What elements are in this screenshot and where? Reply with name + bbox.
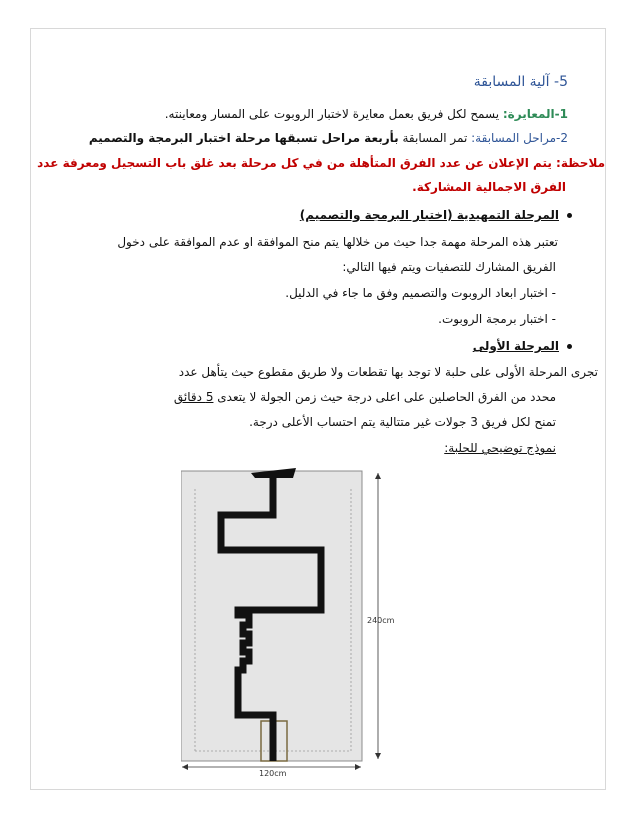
note-line-1: ملاحظة: يتم الإعلان عن عدد الفرق المتأهلة من في كل مرحلة بعد غلق باب التسجيل ومعرفة عدد: [37, 156, 605, 170]
stage1-heading-text: المرحلة الأولى: [472, 339, 559, 353]
prelim-item-1: - اختبار ابعاد الروبوت والتصميم وفق ما جاء في الدليل.: [285, 286, 556, 300]
stage1-line-3: تمنح لكل فريق 3 جولات غير متتالية يتم احتساب الأعلى درجة.: [249, 415, 556, 429]
bullet-icon: [567, 213, 572, 218]
round-time-limit: 5 دقائق: [173, 390, 214, 404]
prelim-item-2: - اختبار برمجة الروبوت.: [438, 312, 556, 326]
stage1-line-2-text: محدد من الفرق الحاصلين على اعلى درجة حيث زمن الجولة لا يتعدى: [213, 390, 556, 404]
item-stages-label: 2-مراحل المسابقة:: [471, 131, 568, 145]
item-calibration-text: يسمح لكل فريق بعمل معايرة لاختبار الروبوت على المسار ومعاينته.: [164, 107, 503, 121]
prelim-line-2: الفريق المشارك للتصفيات ويتم فيها التالي:: [342, 260, 556, 274]
item-stages-text: تمر المسابقة: [398, 131, 472, 145]
arrow-down-icon: [375, 753, 381, 759]
item-stages: [89, 130, 568, 146]
prelim-line-1: تعتبر هذه المرحلة مهمة جدا حيث من خلالها يتم منح الموافقة او عدم الموافقة على دخول: [117, 235, 558, 249]
arrow-up-icon: [375, 473, 381, 479]
stage1-heading: [473, 338, 572, 354]
section-title: [474, 74, 568, 90]
arrow-left-icon: [182, 764, 188, 770]
stage1-line-4: نموذج توضيحي للحلبة:: [444, 441, 556, 455]
section-title-text: آلية المسابقة: [473, 74, 550, 90]
item-calibration-label: 1-المعايرة:: [502, 107, 568, 121]
arrow-right-icon: [355, 764, 361, 770]
prelim-heading: [300, 207, 572, 223]
stage1-line-2: [174, 389, 556, 405]
item-calibration: [165, 106, 568, 122]
section-number: 5-: [554, 74, 568, 90]
bullet-icon: [567, 344, 572, 349]
arena-diagram: [181, 465, 406, 777]
stage1-line-1: تجرى المرحلة الأولى على حلبة لا توجد بها تقطعات ولا طريق مقطوع حيث يتأهل عدد: [178, 365, 598, 379]
item-stages-bold-text: بأربعة مراحل تسبقها مرحلة اختبار البرمجة والتصميم: [88, 131, 399, 145]
prelim-heading-text: المرحلة التمهيدية (اختبار البرمجة والتصميم): [299, 208, 559, 222]
height-label: 240cm: [367, 616, 395, 625]
note-line-2: الفرق الاجمالية المشاركة.: [412, 180, 566, 194]
width-label: 120cm: [259, 769, 287, 777]
